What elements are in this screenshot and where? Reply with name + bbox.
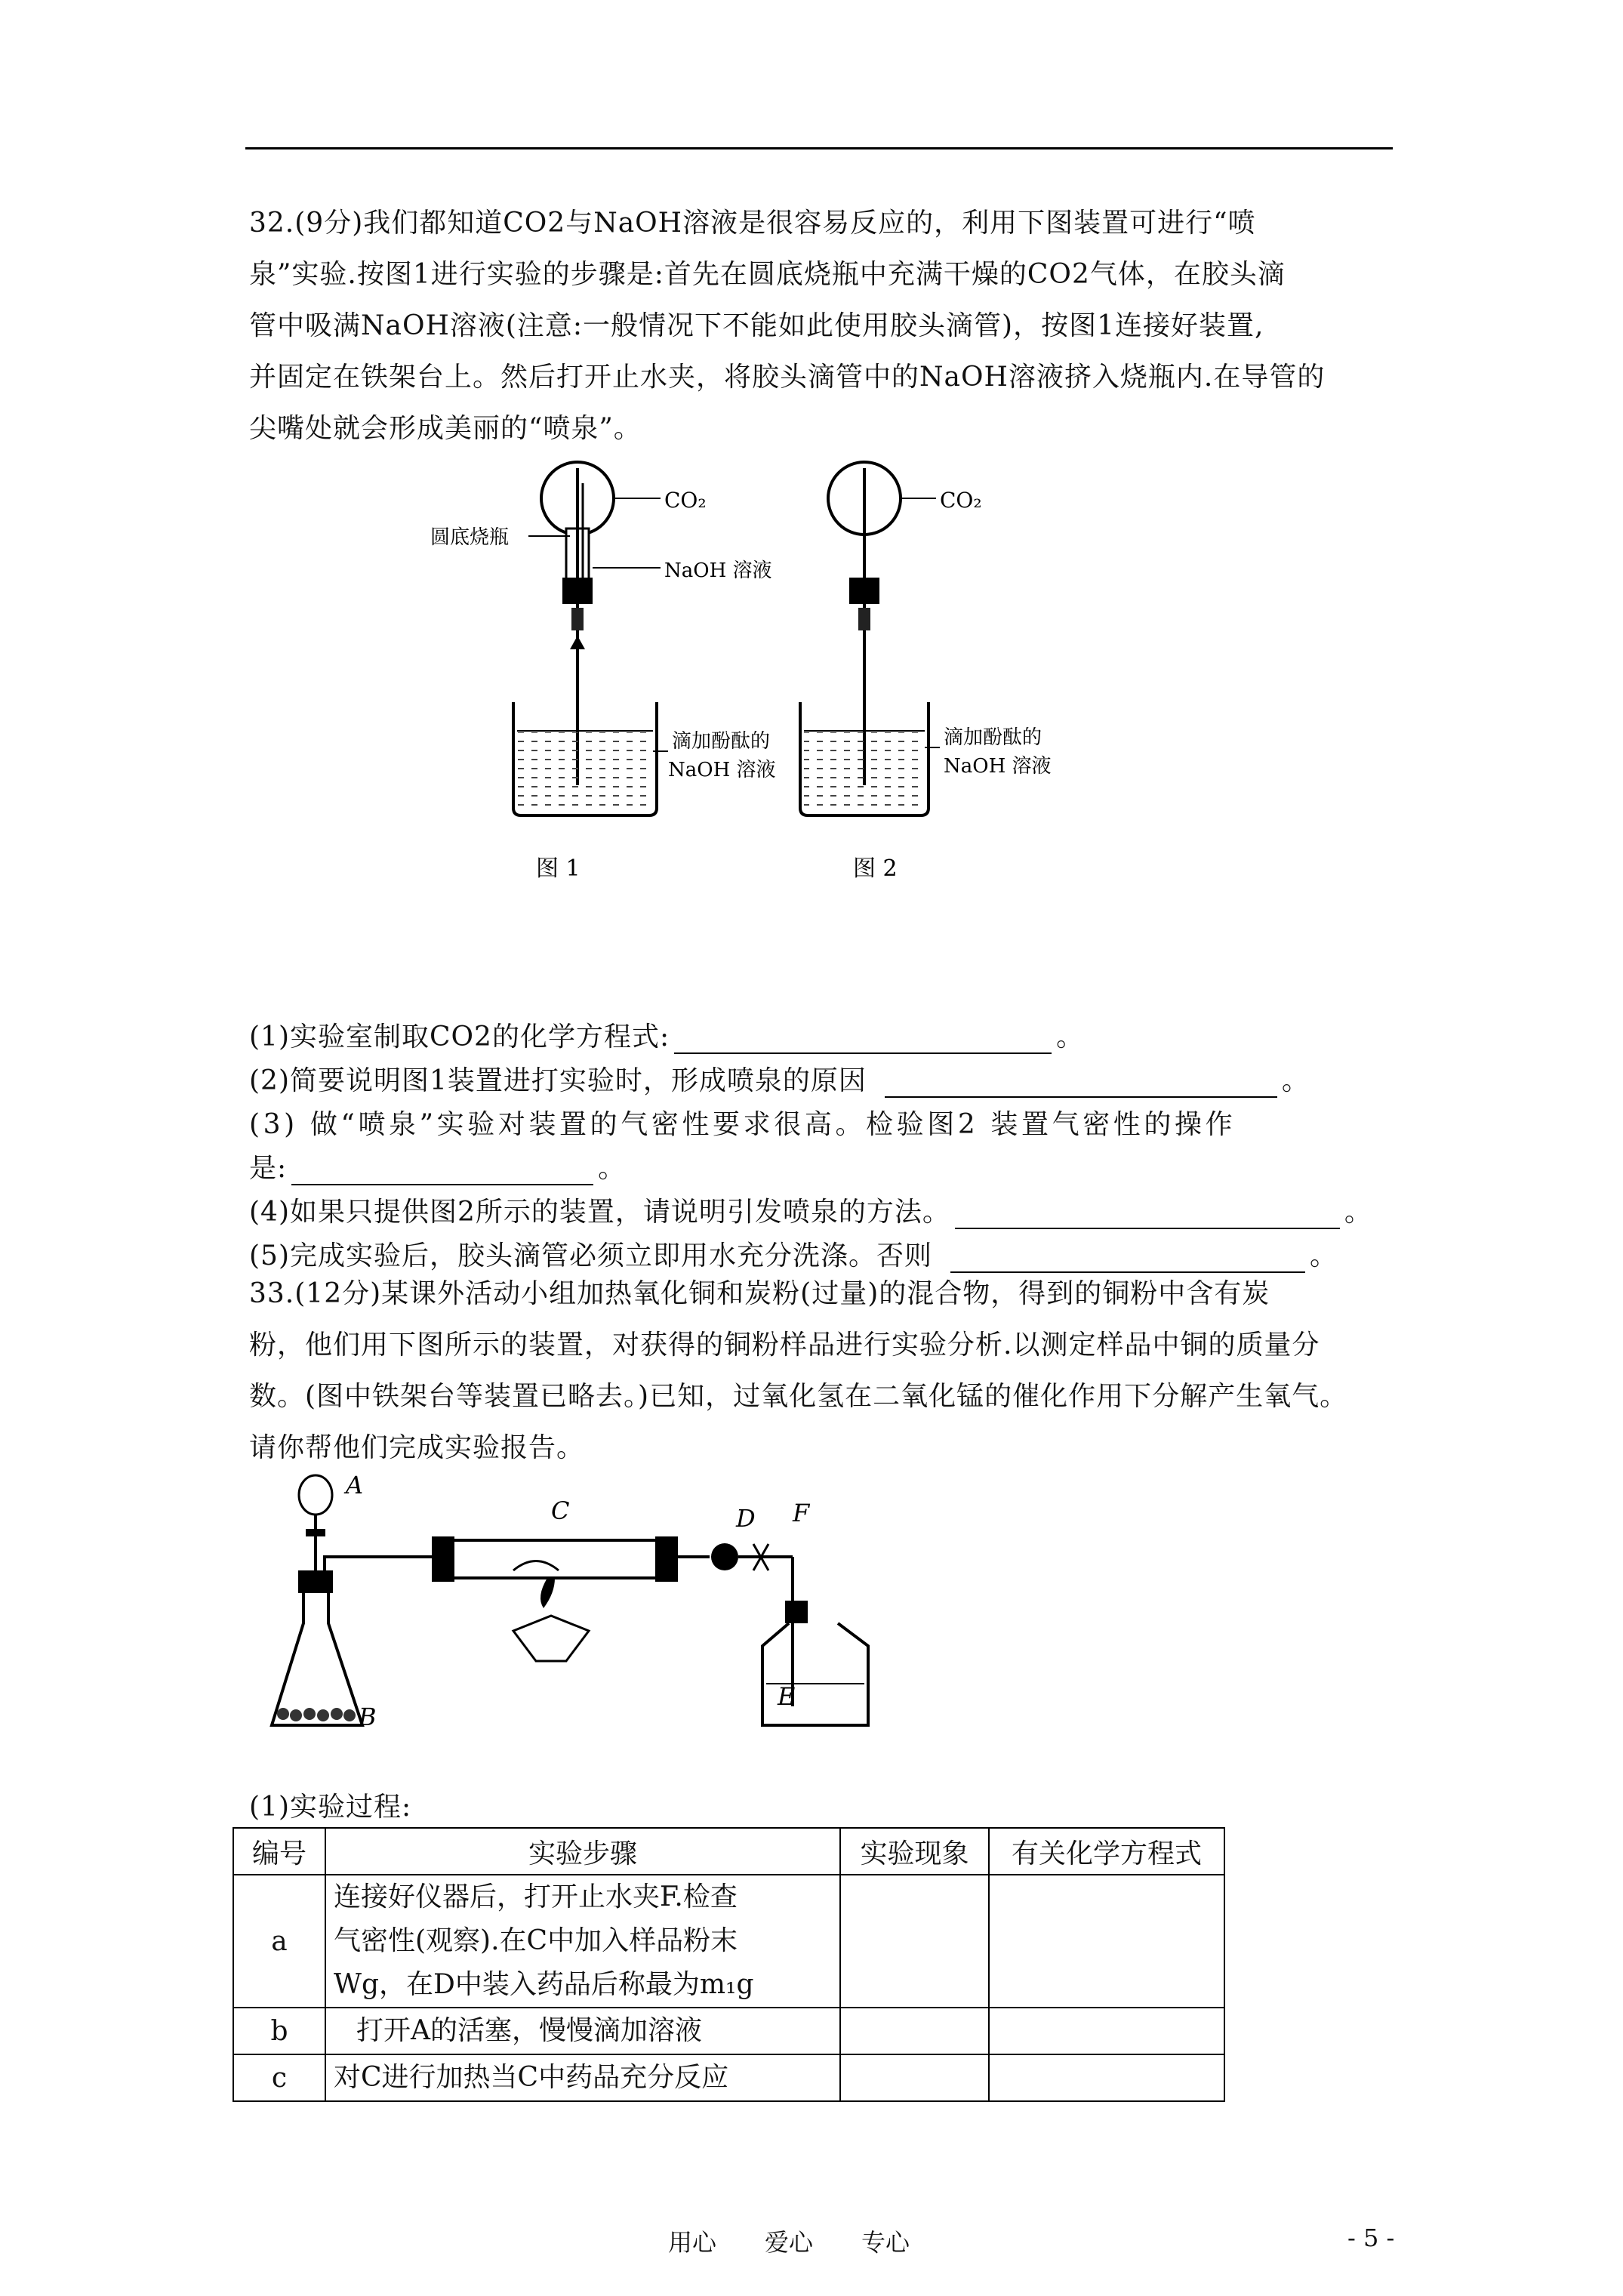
q32-sub1-text: (1)实验室制取CO2的化学方程式: [249,1022,670,1052]
label-co2-fig2: CO₂ [940,488,982,513]
table-cell-step [325,1875,840,2008]
q32-sub5 [249,1234,1338,1273]
figure-1-apparatus [430,462,776,882]
answer-blank[interactable] [291,1154,593,1185]
q32-sub3-text: 是: [249,1153,288,1184]
q32-sub2-text: (2)简要说明图1装置进打实验时，形成喷泉的原因 [249,1065,867,1096]
q32-paragraph [249,198,1397,455]
table-cell-equation[interactable] [989,2054,1224,2101]
label-D: D [736,1504,756,1533]
label-co2: CO₂ [664,488,707,513]
table-header: 实验现象 [840,1828,989,1875]
q32-sub4 [249,1191,1372,1229]
table-cell-step [325,2054,840,2101]
q32-sub4-end: 。 [1344,1197,1372,1228]
table-cell-no: c [233,2054,325,2101]
q33-paragraph [249,1268,1397,1474]
step-line: 气密性(观察).在C中加入样品粉末 [334,1925,738,1956]
q32-line: 尖嘴处就会形成美丽的“喷泉”。 [249,413,642,444]
fountain-apparatus-figure [408,438,1087,898]
q32-sub3-line2 [249,1147,626,1185]
q32-sub1 [249,1015,1084,1054]
q33-line: 请你帮他们完成实验报告。 [249,1432,585,1463]
figure-2-caption: 图 2 [853,855,898,882]
label-F: F [793,1499,810,1527]
table-row [233,2054,1224,2101]
q32-sub1-end: 。 [1056,1022,1085,1052]
q32-sub5-text: (5)完成实验后，胶头滴管必须立即用水充分洗涤。否则 [249,1240,932,1271]
answer-blank[interactable] [955,1197,1340,1229]
table-header: 有关化学方程式 [989,1828,1224,1875]
table-cell-step [325,2008,840,2054]
q32-line: 并固定在铁架台上。然后打开止水夹，将胶头滴管中的NaOH溶液挤入烧瓶内.在导管的 [249,362,1326,393]
label-naoh: NaOH 溶液 [664,559,772,582]
q32-sub3-end: 。 [598,1153,627,1184]
label-beaker2-line2: NaOH 溶液 [944,755,1052,778]
figure-1-caption: 图 1 [536,855,581,882]
step-line: Wg，在D中装入药品后称最为m₁g [334,1969,754,2000]
table-cell-observation[interactable] [840,2008,989,2054]
experiment-table [233,1827,1225,2102]
step-line: 打开A的活塞，慢慢滴加溶液 [356,2015,702,2046]
table-cell-observation[interactable] [840,1875,989,2008]
table-row [233,2008,1224,2054]
step-line: 对C进行加热当C中药品充分反应 [334,2062,729,2093]
label-beaker1-line1: 滴加酚酞的 [672,730,771,753]
footer-motto: 用心 爱心 专心 [668,2228,910,2257]
page-number: - 5 - [1347,2224,1395,2252]
q32-sub2-end: 。 [1281,1065,1310,1096]
q32-sub4-text: (4)如果只提供图2所示的装置，请说明引发喷泉的方法。 [249,1197,950,1228]
table-header-row [233,1828,1224,1875]
label-E: E [778,1682,796,1711]
answer-blank[interactable] [674,1022,1052,1054]
figure-2-apparatus [800,462,1052,882]
q32-line: 泉”实验.按图1进行实验的步骤是:首先在圆底烧瓶中充满干燥的CO2气体，在胶头滴 [249,259,1286,290]
answer-blank[interactable] [885,1066,1277,1098]
q32-line: 管中吸满NaOH溶液(注意:一般情况下不能如此使用胶头滴管)，按图1连接好装置, [249,310,1264,341]
step-line: 连接好仪器后，打开止水夹F.检查 [334,1881,738,1912]
table-cell-equation[interactable] [989,1875,1224,2008]
table-cell-no: a [233,1875,325,2008]
table-cell-equation[interactable] [989,2008,1224,2054]
table-row [233,1875,1224,2008]
header-rule [245,147,1393,149]
copper-analysis-apparatus-figure [264,1465,891,1744]
q33-line: 粉，他们用下图所示的装置，对获得的铜粉样品进行实验分析.以测定样品中铜的质量分 [249,1330,1320,1361]
q32-sub5-end: 。 [1310,1240,1338,1271]
q32-sub3-line1: (3) 做“喷泉”实验对装置的气密性要求很高。检验图2 装置气密性的操作 [249,1109,1236,1140]
table-header: 编号 [233,1828,325,1875]
label-flask: 圆底烧瓶 [430,526,510,549]
table-header: 实验步骤 [325,1828,840,1875]
label-beaker1-line2: NaOH 溶液 [668,759,776,781]
q32-sub2 [249,1059,1310,1098]
q33-line: 数。(图中铁架台等装置已略去。)已知，过氧化氢在二氧化锰的催化作用下分解产生氧气。 [249,1381,1348,1412]
q33-line: 33.(12分)某课外活动小组加热氧化铜和炭粉(过量)的混合物，得到的铜粉中含有炭 [249,1278,1270,1309]
label-beaker2-line1: 滴加酚酞的 [944,726,1042,749]
label-C: C [551,1496,570,1525]
table-cell-no: b [233,2008,325,2054]
q33-process-label: (1)实验过程: [249,1792,412,1823]
table-cell-observation[interactable] [840,2054,989,2101]
label-B: B [359,1703,377,1731]
q32-line: 32.(9分)我们都知道CO2与NaOH溶液是很容易反应的，利用下图装置可进行“喷 [249,208,1256,239]
label-A: A [346,1471,364,1499]
